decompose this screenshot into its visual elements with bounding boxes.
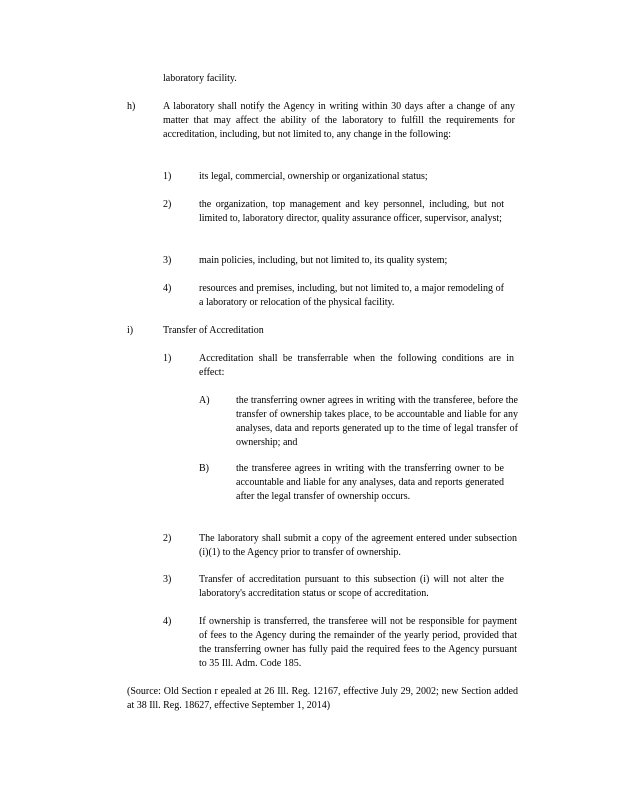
item-i-sub4-text: If ownership is transferred, the transferee will not be responsible for payment of fees to the Agency during the remainder of the yearly period, provided that the transferring owner has fully paid the required fees to the Agency pursuant to 35 Ill. Adm. Code 185. (199, 616, 517, 669)
item-h-sub1-label: 1) (163, 171, 172, 182)
item-h-sub3-label: 3) (163, 255, 172, 266)
item-i-sub1-A-text: the transferring owner agrees in writing with the transferee, before the transfer of ownership takes place, to be accountable and liable for any analyses, data and reports generated up to the time of legal transfer of ownership; and (236, 395, 518, 448)
source-note: (Source: Old Section r epealed at 26 Ill. Reg. 12167, effective July 29, 2002; new Section added at 38 Ill. Reg. 18627, effective September 1, 2014) (127, 686, 518, 711)
item-i-sub3-text: Transfer of accreditation pursuant to this subsection (i) will not alter the laboratory's accreditation status or scope of accreditation. (199, 574, 504, 599)
item-i-sub1-B-text: the transferee agrees in writing with the transferring owner to be accountable and liable for any analyses, data and reports generated after the legal transfer of ownership occurs. (236, 463, 504, 502)
item-i-sub3-label: 3) (163, 574, 172, 585)
item-h-sub2-text: the organization, top management and key personnel, including, but not limited to, laboratory director, quality assurance officer, supervisor, analyst; (199, 199, 504, 224)
item-i-sub1-label: 1) (163, 353, 172, 364)
item-i-sub1-B-label: B) (199, 463, 209, 474)
item-h-sub2-label: 2) (163, 199, 172, 210)
item-i-sub1-A-label: A) (199, 395, 210, 406)
item-i-sub2-label: 2) (163, 533, 172, 544)
item-h-sub4-text: resources and premises, including, but not limited to, a major remodeling of a laboratory or relocation of the physical facility. (199, 283, 504, 308)
item-h-sub3-text: main policies, including, but not limited to, its quality system; (199, 255, 448, 266)
item-i-sub1-text: Accreditation shall be transferrable when the following conditions are in effect: (199, 353, 514, 378)
item-i-label: i) (127, 325, 134, 336)
item-i-title: Transfer of Accreditation (163, 325, 264, 336)
item-i-sub2-text: The laboratory shall submit a copy of the agreement entered under subsection (i)(1) to the Agency prior to transfer of ownership. (199, 533, 517, 558)
item-h-sub4-label: 4) (163, 283, 172, 294)
continuation-text: laboratory facility. (163, 73, 237, 84)
item-h-label: h) (127, 101, 136, 112)
item-h-sub1-text: its legal, commercial, ownership or organizational status; (199, 171, 428, 182)
item-h-intro: A laboratory shall notify the Agency in writing within 30 days after a change of any matter that may affect the ability of the laboratory to fulfill the requirements for accreditation, including, but not limited to, any change in the following: (163, 101, 515, 140)
item-i-sub4-label: 4) (163, 616, 172, 627)
